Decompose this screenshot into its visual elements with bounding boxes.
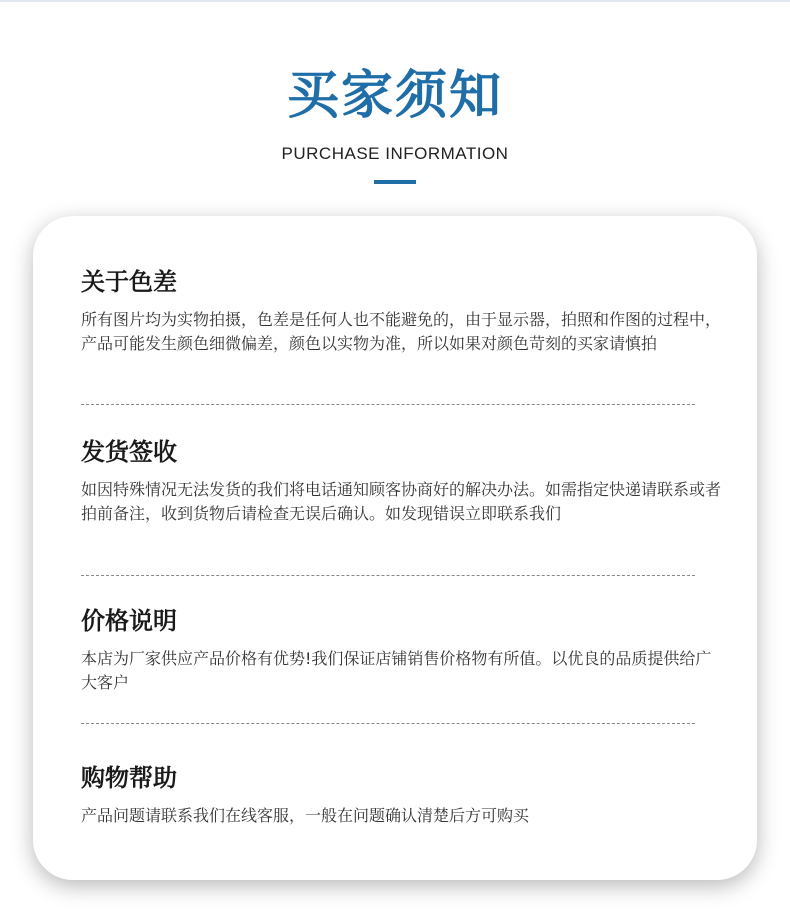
page-header	[0, 60, 790, 184]
title-underline	[374, 180, 416, 184]
section-title: 关于色差	[81, 268, 177, 296]
section-body: 产品问题请联系我们在线客服，一般在问题确认清楚后方可购买	[81, 806, 530, 825]
section-body: 所有图片均为实物拍摄，色差是任何人也不能避免的，由于显示器，拍照和作图的过程中，产品可能发生颜色细微偏差，颜色以实物为准，所以如果对颜色苛刻的买家请慎拍	[81, 310, 722, 353]
section-title: 价格说明	[81, 607, 177, 635]
section-divider	[81, 723, 695, 724]
top-border-line	[0, 0, 790, 2]
section-color-difference	[81, 266, 721, 356]
page-title: 买家须知	[286, 66, 503, 126]
section-help	[81, 762, 721, 828]
section-title: 购物帮助	[81, 764, 177, 792]
info-card	[33, 216, 757, 880]
section-divider	[81, 404, 695, 405]
page-subtitle: PURCHASE INFORMATION	[281, 144, 509, 163]
section-body: 如因特殊情况无法发货的我们将电话通知顾客协商好的解决办法。如需指定快递请联系或者拍前备注，收到货物后请检查无误后确认。如发现错误立即联系我们	[81, 480, 722, 523]
section-body: 本店为厂家供应产品价格有优势!我们保证店铺销售价格物有所值。以优良的品质提供给广大客户	[81, 649, 712, 692]
section-divider	[81, 575, 695, 576]
section-price	[81, 605, 721, 695]
section-shipping	[81, 436, 721, 526]
section-title: 发货签收	[81, 438, 177, 466]
